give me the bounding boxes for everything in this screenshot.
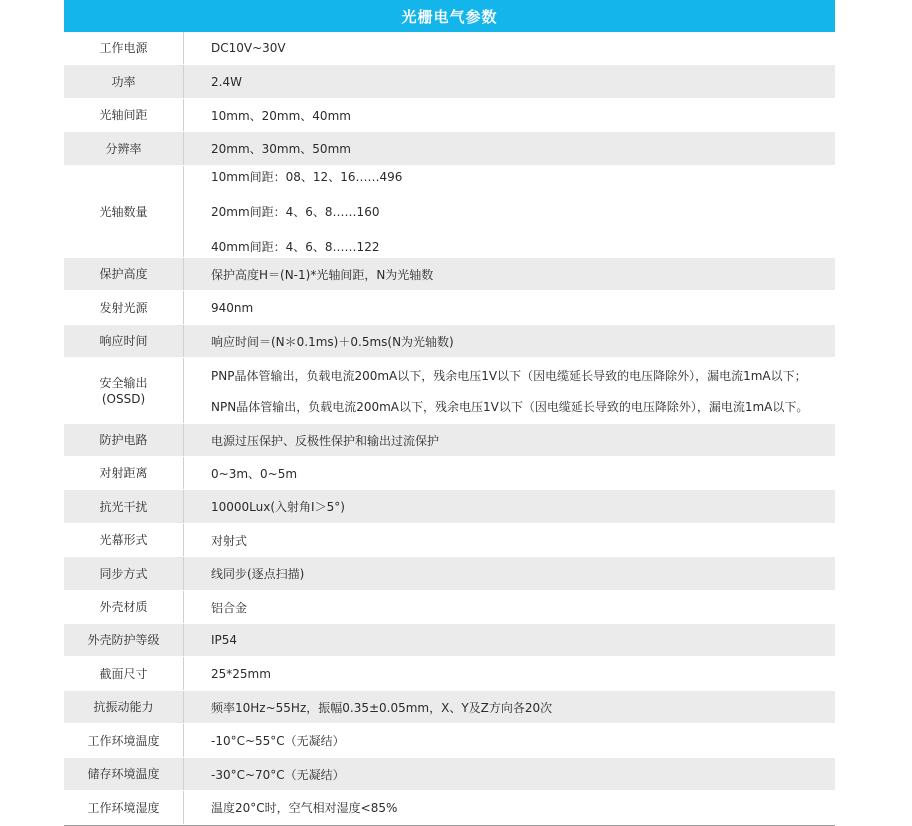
table-row: [64, 358, 835, 424]
row-label: 光轴间距: [64, 99, 184, 131]
value-line: 20mm间距：4、6、8……160: [211, 205, 380, 219]
row-label: 光轴数量: [64, 166, 184, 257]
value-line: -10°C~55°C（无凝结）: [211, 734, 345, 748]
value-line: 940nm: [211, 300, 254, 315]
value-line: 铝合金: [211, 600, 248, 615]
table-row: [64, 325, 835, 358]
value-line: 电源过压保护、反极性保护和输出过流保护: [211, 433, 440, 448]
row-value: [184, 691, 835, 723]
value-line: 响应时间＝(N＊0.1ms)＋0.5ms(N为光轴数): [211, 334, 454, 349]
row-label: 发射光源: [64, 291, 184, 324]
row-value: [184, 624, 835, 656]
row-value: [184, 657, 835, 690]
value-line: 线同步(逐点扫描): [211, 567, 305, 581]
spec-sheet: [64, 0, 835, 825]
row-label: 防护电路: [64, 424, 184, 456]
table-row: [64, 166, 835, 258]
row-label: 抗振动能力: [64, 691, 184, 723]
row-value: [184, 424, 835, 456]
value-line: 温度20°C时，空气相对湿度<85%: [211, 801, 398, 815]
row-value: [184, 758, 835, 790]
value-line: 0~3m、0~5m: [211, 466, 298, 481]
row-label: 对射距离: [64, 457, 184, 489]
spec-table: [64, 32, 835, 825]
table-row: [64, 724, 835, 758]
row-value: [184, 65, 835, 98]
row-label: 响应时间: [64, 325, 184, 357]
table-title: 光栅电气参数: [64, 0, 835, 32]
row-label: 安全输出 (OSSD): [64, 358, 184, 423]
row-label: 外壳材质: [64, 591, 184, 623]
row-value: [184, 291, 835, 324]
value-line: -30°C~70°C（无凝结）: [211, 767, 345, 782]
row-label: 工作电源: [64, 32, 184, 64]
table-row: [64, 99, 835, 132]
value-line: IP54: [211, 633, 238, 647]
row-label: 光幕形式: [64, 524, 184, 556]
table-row: [64, 557, 835, 591]
table-row: [64, 758, 835, 791]
table-row: [64, 691, 835, 724]
value-line: 25*25mm: [211, 666, 271, 681]
row-label: 工作环境温度: [64, 724, 184, 757]
table-row: [64, 791, 835, 825]
row-label: 截面尺寸: [64, 657, 184, 690]
value-line: 40mm间距：4、6、8……122: [211, 240, 380, 254]
table-row: [64, 32, 835, 65]
value-line: 频率10Hz~55Hz，振幅0.35±0.05mm，X、Y及Z方向各20次: [211, 700, 553, 715]
row-value: [184, 524, 835, 556]
value-line: 10mm间距：08、12、16……496: [211, 170, 403, 184]
value-line: 10mm、20mm、40mm: [211, 108, 351, 123]
row-value: [184, 32, 835, 64]
value-line: PNP晶体管输出，负载电流200mA以下，残余电压1V以下（因电缆延长导致的电压降除外），漏电流1mA以下；: [211, 368, 807, 383]
row-label: 储存环境温度: [64, 758, 184, 790]
value-line: 对射式: [211, 533, 248, 548]
row-value: [184, 457, 835, 489]
table-row: [64, 132, 835, 166]
row-label: 外壳防护等级: [64, 624, 184, 656]
row-value: [184, 490, 835, 523]
row-label: 分辨率: [64, 132, 184, 165]
table-row: [64, 524, 835, 557]
value-line: 20mm、30mm、50mm: [211, 142, 351, 156]
table-row: [64, 591, 835, 624]
table-row: [64, 624, 835, 657]
table-row: [64, 291, 835, 325]
row-label: 同步方式: [64, 557, 184, 590]
row-label: 功率: [64, 65, 184, 98]
table-row: [64, 258, 835, 291]
value-line: 2.4W: [211, 74, 242, 89]
table-row: [64, 424, 835, 457]
value-line: 10000Lux(入射角I＞5°): [211, 500, 345, 514]
row-value: [184, 99, 835, 131]
row-value: [184, 258, 835, 290]
row-value: [184, 132, 835, 165]
row-value: [184, 557, 835, 590]
row-value: [184, 166, 835, 257]
row-value: [184, 724, 835, 757]
row-label: 工作环境湿度: [64, 791, 184, 824]
table-row: [64, 65, 835, 99]
row-value: [184, 791, 835, 824]
row-value: [184, 358, 835, 423]
value-line: NPN晶体管输出，负载电流200mA以下，残余电压1V以下（因电缆延长导致的电压降除外），漏电流1mA以下。: [211, 399, 809, 414]
row-value: [184, 591, 835, 623]
row-value: [184, 325, 835, 357]
value-line: DC10V~30V: [211, 41, 286, 55]
row-label: 抗光干扰: [64, 490, 184, 523]
table-row: [64, 657, 835, 691]
table-row: [64, 490, 835, 524]
table-row: [64, 457, 835, 490]
row-label: 保护高度: [64, 258, 184, 290]
value-line: 保护高度H＝(N-1)*光轴间距，N为光轴数: [211, 267, 434, 282]
